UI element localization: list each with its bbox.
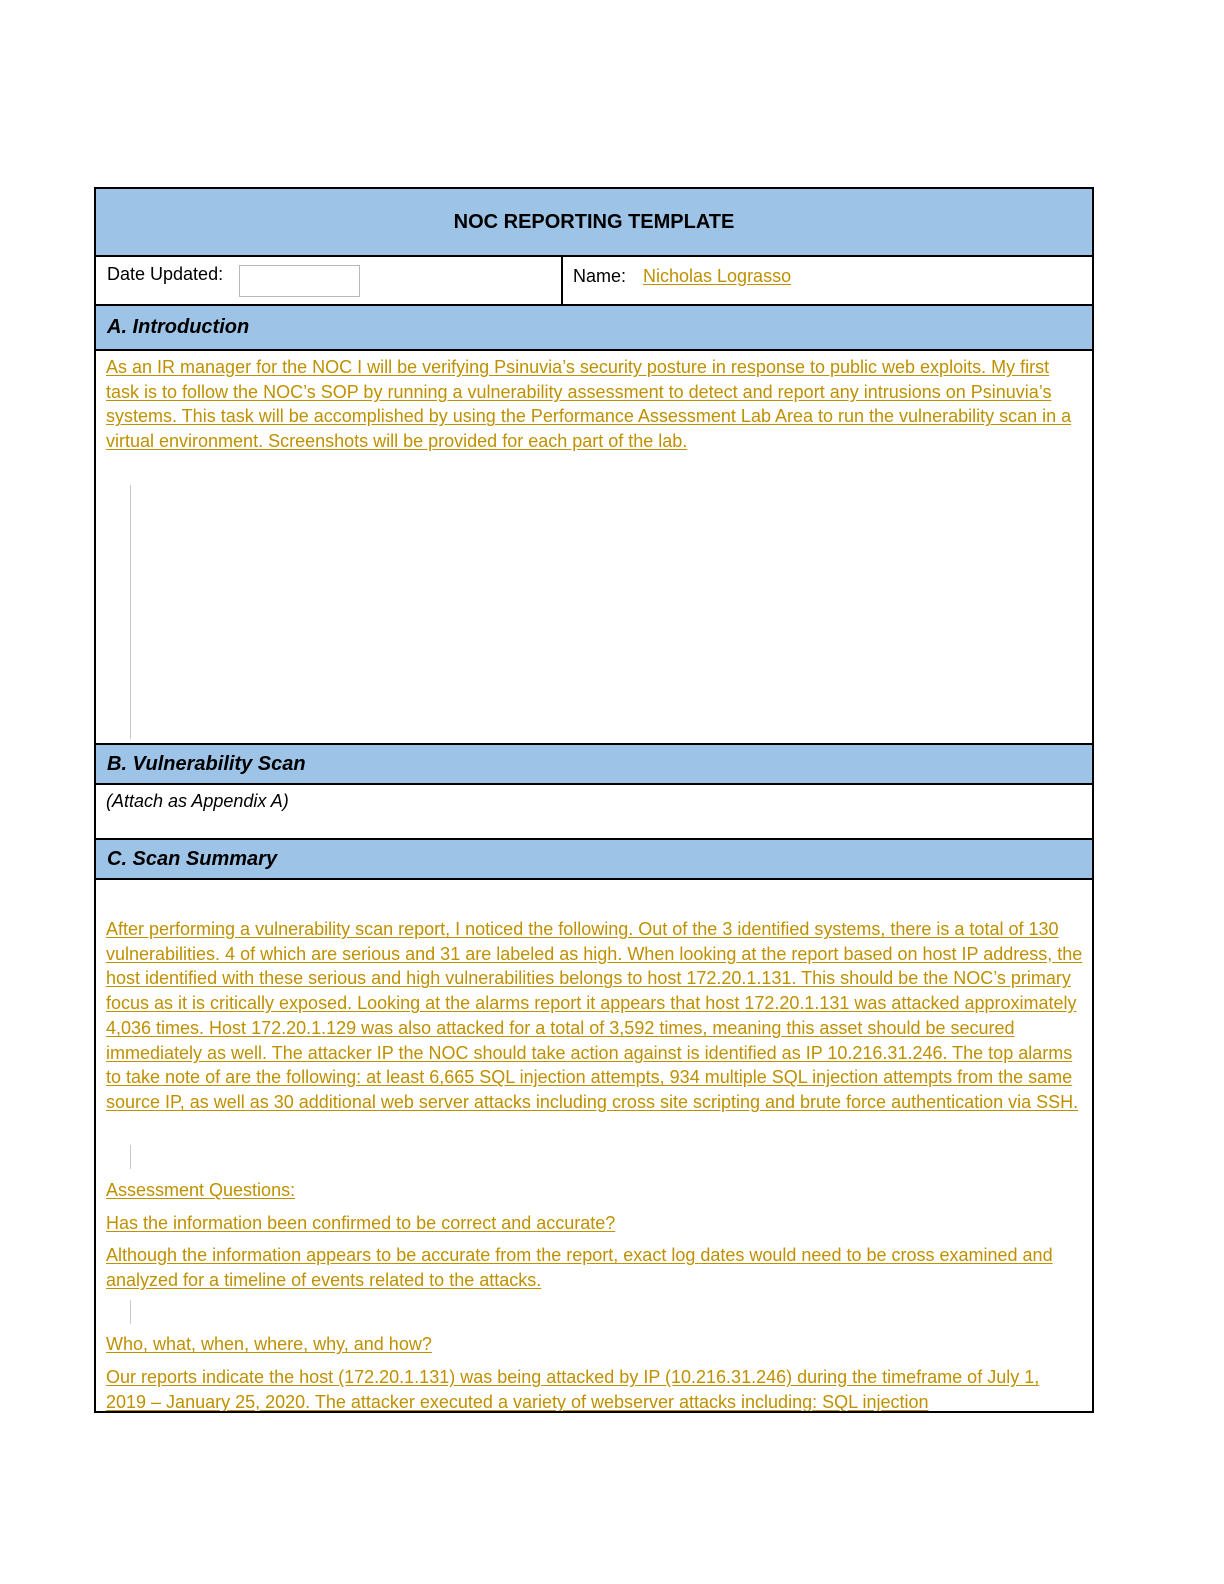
assessment-questions-heading[interactable]: Assessment Questions:: [106, 1180, 296, 1200]
text-cursor-guide: [130, 485, 131, 739]
text-cursor-guide: [130, 1300, 131, 1324]
date-updated-field[interactable]: [239, 265, 360, 297]
introduction-text[interactable]: As an IR manager for the NOC I will be verifying Psinuvia’s security posture in response to public web exploits. My first task is to follow the NOC’s SOP by running a vulnerability assessment to detect and report any intrusions on Psinuvia’s systems. This task will be accomplished by using the Performance Assessment Lab Area to run the vulnerability scan in a virtual environment. Screenshots will be provided for each part of the lab.: [106, 357, 1072, 452]
appendix-note: (Attach as Appendix A): [106, 791, 289, 811]
answer-2[interactable]: Our reports indicate the host (172.20.1.131) was being attacked by IP (10.216.31.246) during the timeframe of July 1, 2019 – January 25, 2020. The attacker executed a variety of webserver attacks including: SQL injection: [106, 1367, 1040, 1411]
report-title-row: [96, 189, 1092, 257]
question-2[interactable]: Who, what, when, where, why, and how?: [106, 1334, 432, 1354]
scan-summary-text[interactable]: After performing a vulnerability scan report, I noticed the following. Out of the 3 identified systems, there is a total of 130 vulnerabilities. 4 of which are serious and 31 are labeled as high. When looking at the report based on host IP address, the host identified with these serious and high vulnerabilities belongs to host 172.20.1.131. This should be the NOC’s primary focus as it is critically exposed. Looking at the alarms report it appears that host 172.20.1.131 was attacked approximately 4,036 times. Host 172.20.1.129 was also attacked for a total of 3,592 times, meaning this asset should be secured immediately as well. The attacker IP the NOC should take action against is identified as IP 10.216.31.246. The top alarms to take note of are the following: at least 6,665 SQL injection attempts, 934 multiple SQL injection attempts from the same source IP, as well as 30 additional web server attacks including cross site scripting and brute force authentication via SSH.: [106, 919, 1083, 1112]
section-c-body: [96, 880, 1092, 1411]
section-a-body: [96, 351, 1092, 745]
name-label: Name:: [573, 266, 627, 286]
name-value[interactable]: Nicholas Lograsso: [643, 266, 792, 286]
question-1[interactable]: Has the information been confirmed to be correct and accurate?: [106, 1213, 616, 1233]
section-b-heading: B. Vulnerability Scan: [96, 745, 1092, 785]
date-updated-label: Date Updated:: [107, 264, 224, 284]
answer-1[interactable]: Although the information appears to be accurate from the report, exact log dates would need to be cross examined and analyzed for a timeline of events related to the attacks.: [106, 1245, 1053, 1290]
section-a-heading: A. Introduction: [96, 306, 1092, 351]
report-title: NOC REPORTING TEMPLATE: [453, 210, 735, 233]
noc-report-table: [94, 187, 1094, 1413]
date-cell: [96, 257, 563, 304]
name-cell: [563, 257, 1092, 304]
report-meta-row: [96, 257, 1092, 306]
section-b-body: [96, 785, 1092, 840]
text-cursor-guide: [130, 1145, 131, 1169]
section-c-heading: C. Scan Summary: [96, 840, 1092, 880]
